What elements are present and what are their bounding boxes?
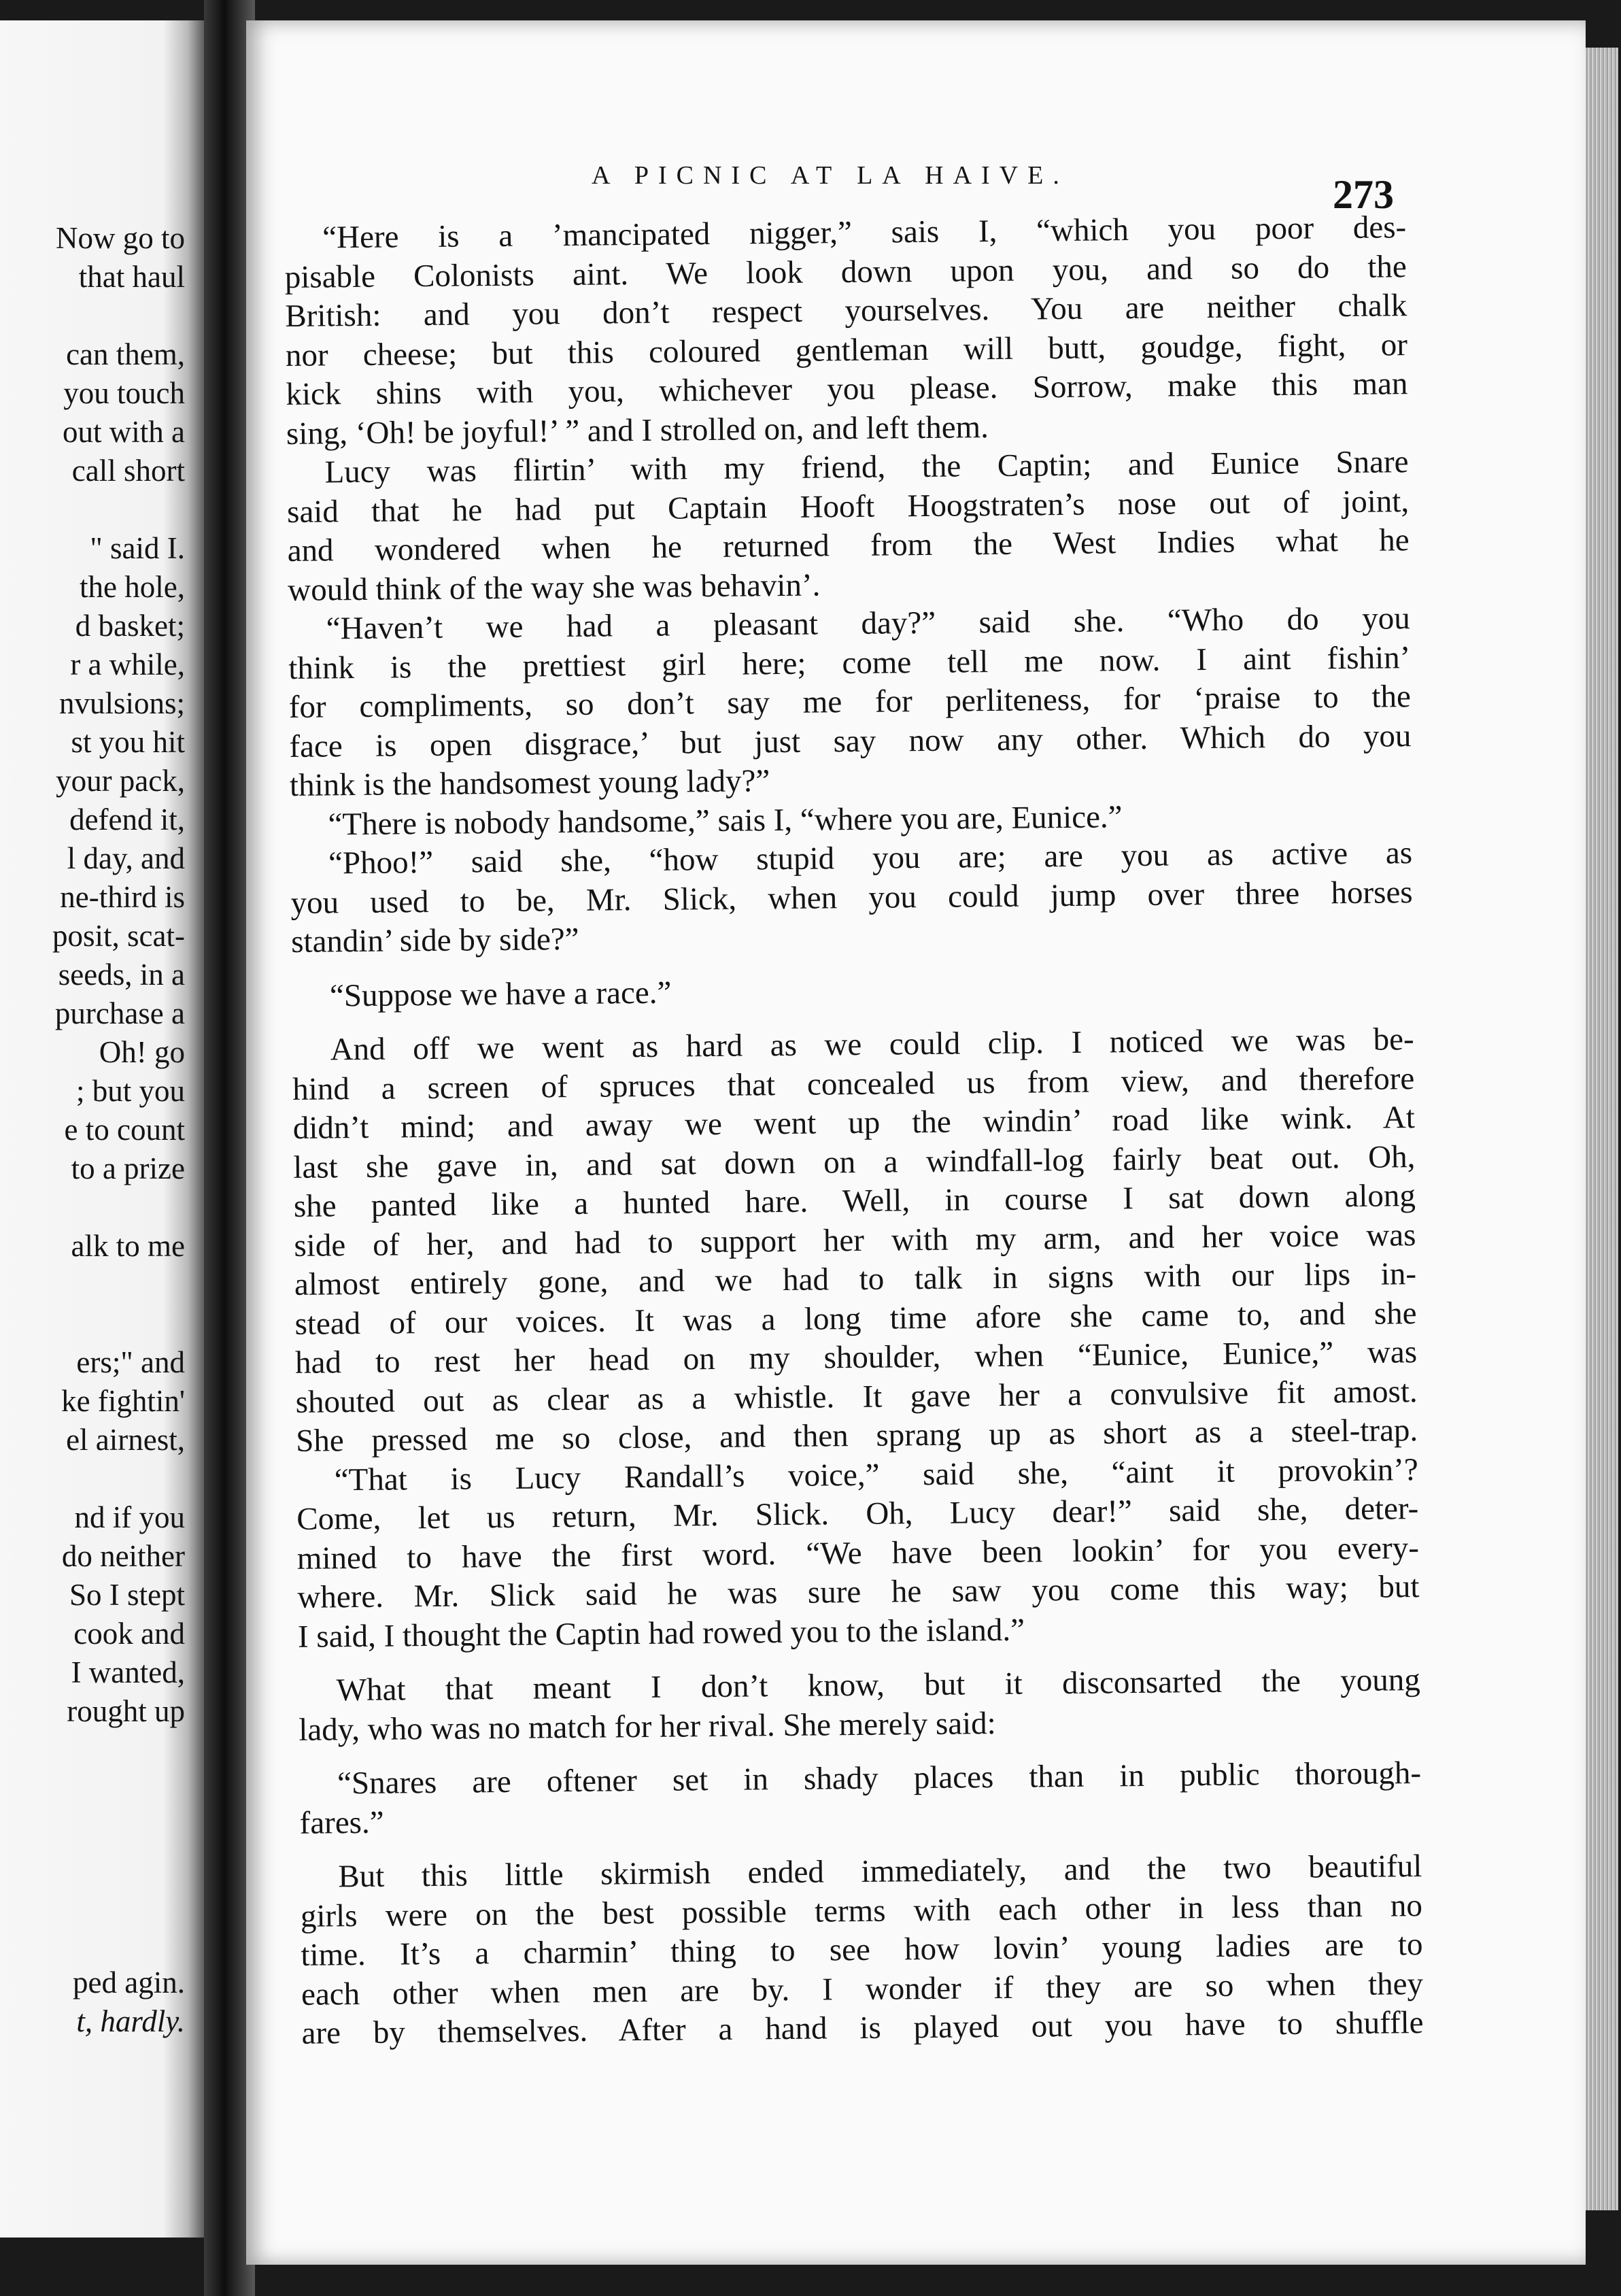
text-line: each other when men are by. I wonder if they are so when they [301,1965,1424,2012]
left-line [0,1731,185,1770]
page-edges [1586,48,1618,2210]
text-line: lady, who was no match for her rival. She merely said: [298,1705,996,1748]
text-line: stead of our voices. It was a long time afore she came to, and she [294,1295,1417,1342]
left-line [0,1304,185,1343]
left-line [0,1847,185,1886]
text-line: where. Mr. Slick said he was sure he saw you come this way; but [297,1569,1420,1615]
text-line: British: and you don’t respect yourselves. You are neither chalk [285,288,1407,334]
left-line: nvulsions; [58,686,185,720]
left-line: e to count [64,1113,185,1147]
left-line: ers;" and [76,1345,185,1379]
left-line [0,1925,185,1963]
text-line: I said, I thought the Captin had rowed you to the island.” [297,1612,1025,1655]
left-line [0,1188,185,1227]
left-line [0,297,185,335]
text-line: think is the prettiest girl here; come tell me now. I aint fishin’ [288,639,1411,686]
left-line: ped agin. [73,1965,185,1999]
left-line: r a while, [70,647,185,681]
text-line: “Haven’t we had a pleasant day?” said she. “Who do you [326,601,1410,647]
left-line: cook and [73,1617,185,1651]
page-number: 273 [1333,172,1394,217]
left-line: d basket; [75,609,185,643]
left-line: defend it, [69,803,185,837]
left-line [0,1459,185,1498]
left-line [0,1808,185,1847]
left-line: st you hit [71,725,185,759]
left-line: do neither [61,1539,185,1573]
text-line: had to rest her head on my shoulder, when “Eunice, Eunice,” was [294,1334,1418,1381]
text-line: mined to have the first word. “We have been lookin’ for you every- [296,1530,1420,1576]
left-line: el airnest, [66,1423,185,1457]
text-line: and wondered when he returned from the West Indies what he [287,522,1410,569]
text-line: shouted out as clear as a whistle. It gave her a convulsive fit amost. [295,1373,1418,1420]
left-line: rought up [67,1694,185,1728]
text-line: hind a screen of spruces that concealed us from view, and therefore [292,1060,1415,1107]
running-head: A PICNIC AT LA HAIVE. [592,161,1069,190]
left-line: the hole, [80,570,185,604]
text-line: “Suppose we have a race.” [329,975,672,1013]
text-line: “Phoo!” said she, “how stupid you are; are you as active as [328,835,1413,881]
text-line: you used to be, Mr. Slick, when you could jump over three horses [290,874,1413,921]
text-line: standin’ side by side?” [290,921,579,960]
left-line: " said I. [90,531,185,565]
left-line: purchase a [54,996,185,1030]
text-line: Come, let us return, Mr. Slick. Oh, Lucy dear!” said she, deter- [296,1491,1419,1537]
left-line: can them, [66,337,185,371]
left-line: out with a [63,415,185,449]
text-line: “That is Lucy Randall’s voice,” said she, “aint it provokin’? [334,1451,1418,1498]
left-line: l day, and [67,841,185,875]
text-line: kick shins with you, whichever you please. Sorrow, make this man [286,366,1408,412]
text-line: said that he had put Captain Hooft Hoogstraten’s nose out of joint, [286,483,1410,530]
text-line: think is the handsomest young lady?” [289,763,770,803]
text-line: didn’t mind; and away we went up the windin’ road like wink. At [292,1100,1416,1146]
left-line: call short [71,454,185,488]
text-line: for compliments, so don’t say me for perliteness, for ‘praise to the [288,679,1412,725]
left-page-text [0,219,185,2041]
text-line: She pressed me so close, and then sprang up as short as a steel-trap. [296,1413,1418,1459]
text-line: she panted like a hunted hare. Well, in course I sat down along [293,1178,1416,1224]
text-line: face is open disgrace,’ but just say now any other. Which do you [289,718,1412,764]
left-line [0,1770,185,1808]
text-line: pisable Colonists aint. We look down upon you, and so do the [284,248,1407,295]
left-line: ; but you [75,1074,185,1108]
text-line: last she gave in, and sat down on a windfall-log fairly beat out. Oh, [293,1138,1416,1185]
text-line: are by themselves. After a hand is played out you have to shuffle [301,2005,1424,2051]
text-line: Lucy was flirtin’ with my friend, the Captin; and Eunice Snare [324,444,1409,490]
left-line: ne-third is [60,880,185,914]
left-line: to a prize [71,1151,185,1185]
text-line: What that meant I don’t know, but it disconsarted the young [336,1662,1420,1708]
text-line: “There is nobody handsome,” sais I, “where you are, Eunice.” [328,798,1123,842]
left-line: nd if you [74,1500,185,1534]
text-line: would think of the way she was behavin’. [287,567,821,608]
left-line [0,490,185,529]
left-facing-page [0,20,204,2238]
left-line: So I stept [69,1578,185,1612]
text-line: But this little skirmish ended immediately, and the two beautiful [338,1848,1422,1895]
text-line: “Here is a ’mancipated nigger,” sais I, “which you poor des- [322,209,1407,256]
left-line: your pack, [56,764,185,798]
left-line [0,1886,185,1925]
left-line: posit, scat- [52,919,185,953]
body-text [284,208,1424,2053]
left-line: Now go to [56,221,185,255]
text-line: side of her, and had to support her with my arm, and her voice was [294,1217,1416,1264]
left-line: seeds, in a [58,958,185,992]
text-line: girls were on the best possible terms with each other in less than no [300,1887,1423,1934]
text-line: fares.” [299,1804,384,1841]
left-line: Oh! go [99,1035,185,1069]
text-line: sing, ‘Oh! be joyful!’ ” and I strolled on, and left them. [286,409,989,452]
left-line: alk to me [71,1229,185,1263]
left-line: that haul [78,260,185,294]
text-line: almost entirely gone, and we had to talk in signs with our lips in- [294,1256,1417,1302]
text-line: nor cheese; but this coloured gentleman will butt, goudge, fight, or [285,326,1408,373]
text-line: And off we went as hard as we could clip. I noticed we was be- [330,1022,1414,1068]
left-line: I wanted, [71,1655,185,1689]
left-line: ke fightin' [61,1384,185,1418]
text-line: “Snares are oftener set in shady places than in public thorough- [337,1755,1422,1802]
left-line: t, hardly. [76,2004,185,2038]
left-line [0,1266,185,1304]
left-line: you touch [63,376,185,410]
text-line: time. It’s a charmin’ thing to see how lovin’ young ladies are to [301,1927,1423,1973]
